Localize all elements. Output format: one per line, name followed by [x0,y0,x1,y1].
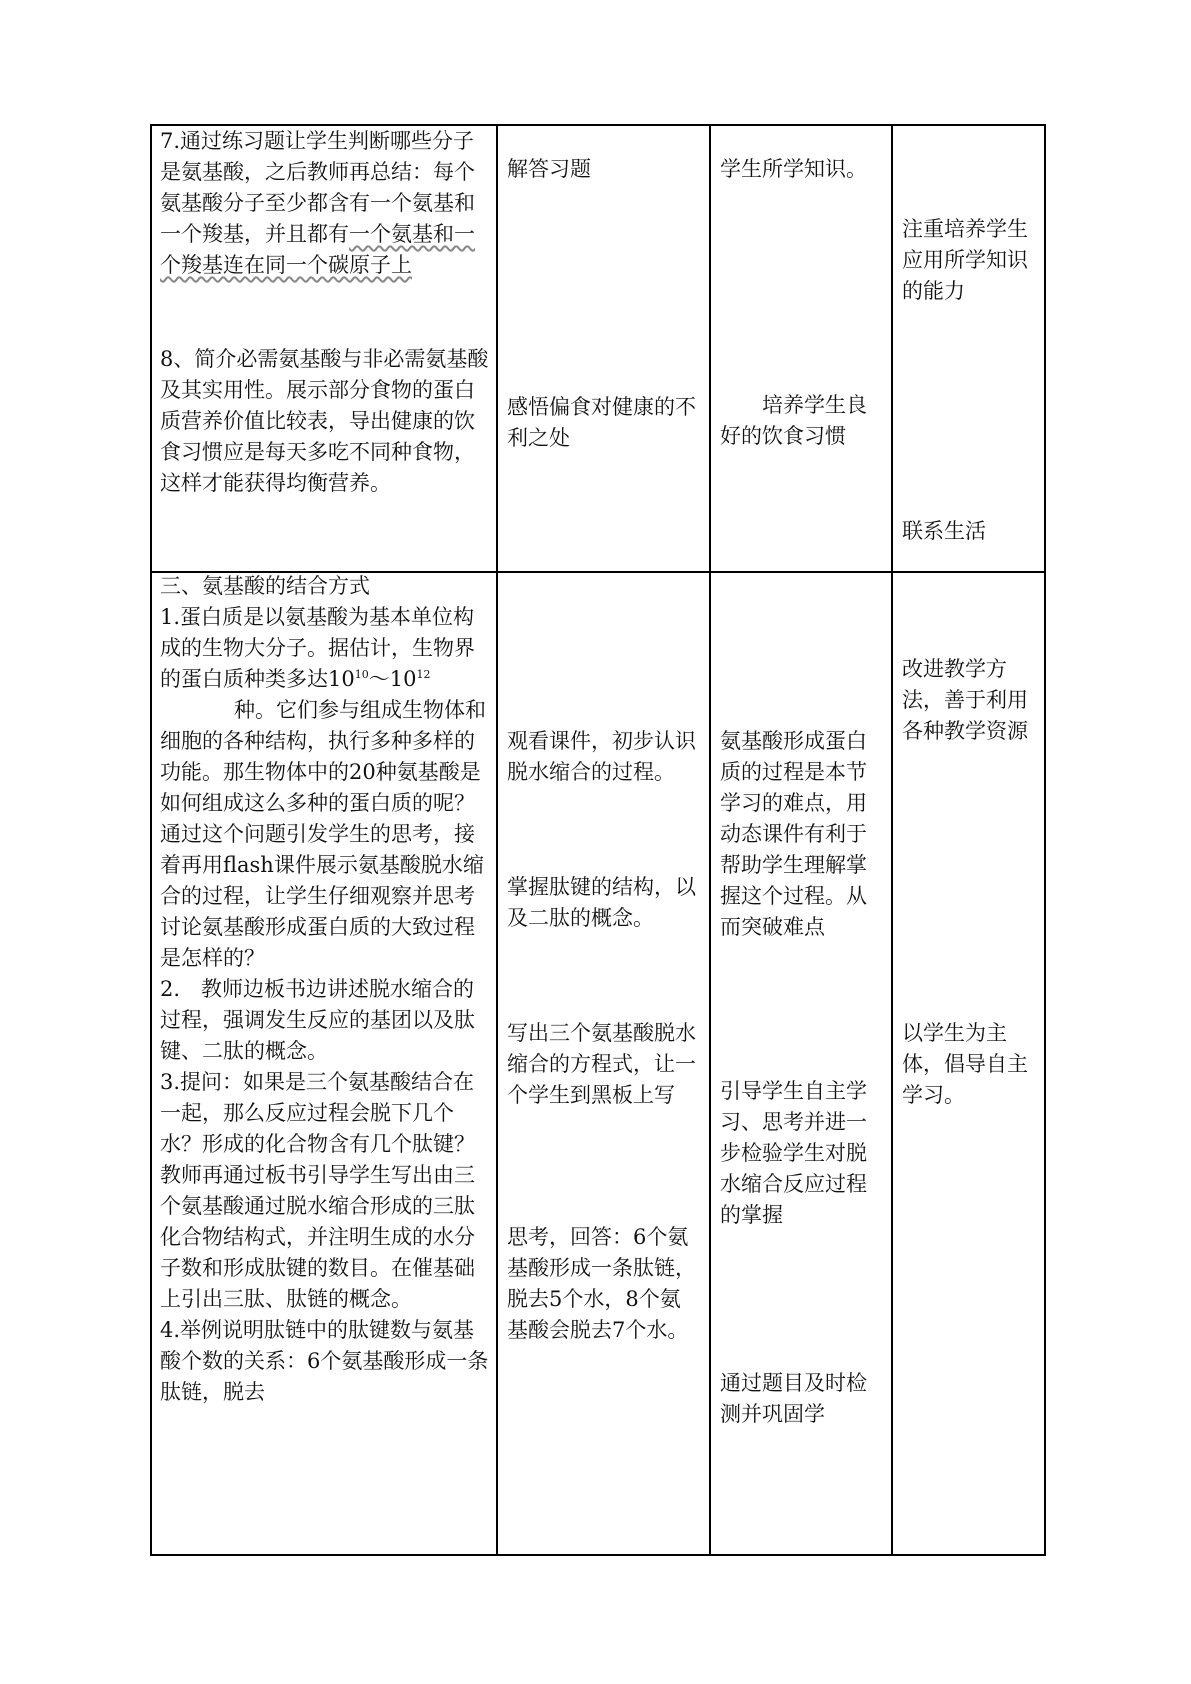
row2-teacher-activity: 三、氨基酸的结合方式 1.蛋白质是以氨基酸为基本单位构成的生物大分子。据估计，生物界的蛋白质种类多达$10^{10}\sim 10^{12}$种。它们参与组成生物体和细胞的各种结构，执行多种多样的功能。那生物体中的20种氨基酸是如何组成这么多种的蛋白质的呢？通过这个问题引发学生的思考，接着再用flash课件展示氨基酸脱水缩合的过程，让学生仔细观察并思考讨论氨基酸形成蛋白质的大致过程是怎样的？ 2. 教师边板书边讲述脱水缩合的过程，强调发生反应的基团以及肽键、二肽的概念。 3.提问：如果是三个氨基酸结合在一起，那么反应过程会脱下几个水？形成的化合物含有几个肽键？ 教师再通过板书引导学生写出由三个氨基酸通过脱水缩合形成的三肽化合物结构式，并注明生成的水分子数和形成肽键的数目。在催基础上引出三肽、肽链的概念。 4.举例说明肽链中的肽键数与氨基酸个数的关系：6个氨基酸形成一条肽链，脱去 [160,571,493,1408]
section-heading: 三、氨基酸的结合方式 [160,574,370,598]
row2-student-activity-b: 掌握肽键的结构，以及二肽的概念。 [507,875,696,930]
row2-design-intent-a: 氨基酸形成蛋白质的过程是本节学习的难点，用动态课件有利于帮助学生理解掌握这个过程。从而突破难点 [720,729,867,939]
row2-note-b: 以学生为主体，倡导自主学习。 [902,1021,1028,1107]
row1-col1-underlined-text: 一个氨基和一个羧基连在同一个碳原子上 [160,222,475,277]
row2-student-activity-c: 写出三个氨基酸脱水缩合的方程式，让一个学生到黑板上写 [507,1021,696,1107]
column-divider-1 [496,124,498,1556]
row1-student-activity-a: 解答习题 [507,157,591,181]
table-border-left [150,124,152,1556]
row1-col1-text-a: 7.通过练习题让学生判断哪些分子是氨基酸，之后教师再总结：每个氨基酸分子至少都含有一个氨基和一个羧基，并且都有 [160,129,475,246]
row2-design-intent-c: 通过题目及时检测并巩固学 [720,1371,867,1426]
row1-student-activity-b: 感悟偏食对健康的不利之处 [507,395,696,450]
row1-note-b: 联系生活 [902,519,986,543]
row2-student-activity-a: 观看课件，初步认识脱水缩合的过程。 [507,729,696,784]
row2-student-activity-d: 思考，回答：6个氨基酸形成一条肽链，脱去5个水，8个氨基酸会脱去7个水。 [507,1225,696,1342]
row2-design-intent-b: 引导学生自主学习、思考并进一步检验学生对脱水缩合反应过程的掌握 [720,1079,867,1227]
row2-note-a: 改进教学方法，善于利用各种教学资源 [902,657,1028,743]
row1-teacher-activity [160,126,493,281]
row1-teacher-activity-2 [160,344,493,499]
column-divider-3 [891,124,893,1556]
row1-design-intent-a: 学生所学知识。 [720,157,867,181]
table-border-bottom [150,1554,1046,1556]
row1-design-intent-b: 培养学生良好的饮食习惯 [720,393,867,448]
row1-note-a: 注重培养学生应用所学知识的能力 [902,217,1028,303]
row1-col1-text-b: 8、简介必需氨基酸与非必需氨基酸及其实用性。展示部分食物的蛋白质营养价值比较表，导出健康的饮食习惯应是每天多吃不同种食物，这样才能获得均衡营养。 [160,347,489,495]
lesson-plan-table [150,124,1046,1556]
table-border-right [1044,124,1046,1556]
column-divider-2 [709,124,711,1556]
